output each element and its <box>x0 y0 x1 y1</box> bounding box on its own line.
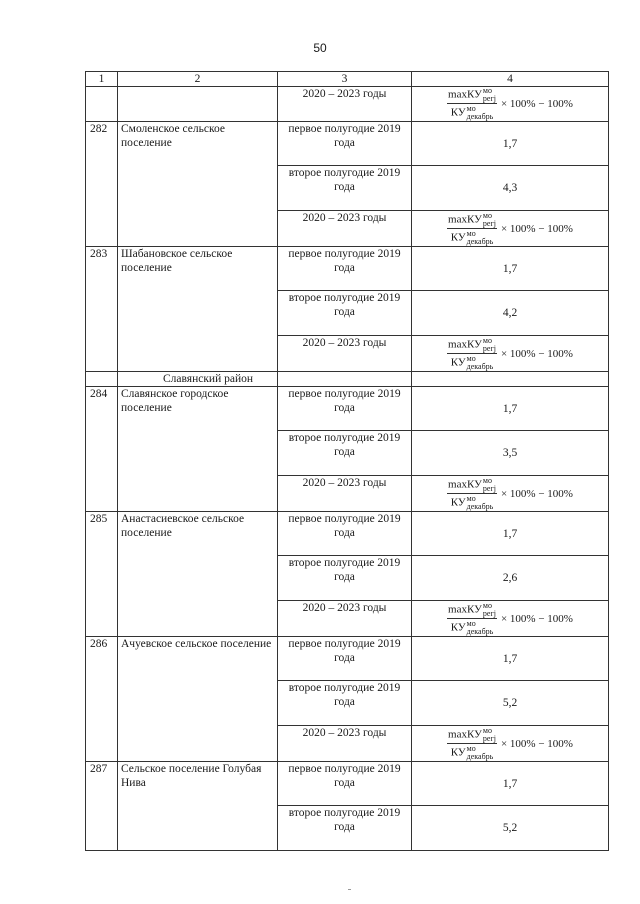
value-first-half: 1,7 <box>412 637 609 681</box>
period-first-half: первое полугодие 2019 года <box>278 122 412 166</box>
district-empty-3 <box>278 372 412 387</box>
period-second-half: второе полугодие 2019 года <box>278 291 412 336</box>
value-first-half: 1,7 <box>412 762 609 806</box>
table-row <box>86 387 609 431</box>
growth-formula <box>447 477 573 511</box>
table-row <box>86 512 609 556</box>
formula-fraction <box>447 337 497 371</box>
value-formula <box>412 476 609 512</box>
page-number: 50 <box>313 41 327 55</box>
district-row <box>86 372 609 387</box>
value-first-half: 1,7 <box>412 247 609 291</box>
formula-numerator: maxКУ мо регj <box>448 475 496 493</box>
formula-tail: × 100% − 100% <box>500 98 573 110</box>
value-second-half: 2,6 <box>412 556 609 601</box>
formula-fraction <box>447 727 497 761</box>
formula-tail: × 100% − 100% <box>500 222 573 235</box>
formula-denominator: КУ мо декабрь <box>450 493 494 511</box>
value-formula <box>412 726 609 762</box>
formula-denominator: КУ мо декабрь <box>450 618 494 636</box>
district-heading: Славянский район <box>118 372 278 387</box>
settlement-name: Ачуевское сельское поселение <box>118 637 278 762</box>
growth-formula <box>447 727 573 761</box>
period-second-half: второе полугодие 2019 года <box>278 806 412 851</box>
formula-fraction <box>447 477 497 511</box>
header-row <box>86 72 609 87</box>
formula-denominator: КУ мо декабрь <box>450 353 494 371</box>
settlement-name: Анастасиевское сельское поселение <box>118 512 278 637</box>
formula-numerator: maxКУ мо регj <box>448 210 496 228</box>
growth-formula <box>447 212 573 246</box>
value-first-half: 1,7 <box>412 122 609 166</box>
value-formula <box>412 601 609 637</box>
district-spacer <box>86 372 118 387</box>
formula-tail: × 100% − 100% <box>500 487 573 500</box>
period-second-half: второе полугодие 2019 года <box>278 166 412 211</box>
header-col-1: 1 <box>86 72 118 87</box>
header-col-2: 2 <box>118 72 278 87</box>
period-2020-2023: 2020 – 2023 годы <box>278 726 412 762</box>
value-second-half: 3,5 <box>412 431 609 476</box>
row-number: 282 <box>86 122 118 247</box>
period-second-half: второе полугодие 2019 года <box>278 431 412 476</box>
table-row <box>86 247 609 291</box>
formula-numerator: maxКУ мо регj <box>448 600 496 618</box>
value-second-half: 4,2 <box>412 291 609 336</box>
settlement-name: Славянское городское поселение <box>118 387 278 512</box>
tariff-table <box>85 71 609 851</box>
value-second-half: 5,2 <box>412 806 609 851</box>
row-number: 285 <box>86 512 118 637</box>
row-number: 284 <box>86 387 118 512</box>
formula-numerator: maxКУ мо регj <box>448 335 496 353</box>
district-empty-4 <box>412 372 609 387</box>
value-second-half: 5,2 <box>412 681 609 726</box>
formula-denominator: КУ мо декабрь <box>450 743 494 761</box>
settlement-name: Шабановское сельское поселение <box>118 247 278 372</box>
period-second-half: второе полугодие 2019 года <box>278 556 412 601</box>
settlement-name: Сельское поселение Голубая Нива <box>118 762 278 851</box>
row-number: 286 <box>86 637 118 762</box>
header-col-4: 4 <box>412 72 609 87</box>
period-first-half: первое полугодие 2019 года <box>278 387 412 431</box>
continuation-formula <box>412 87 609 122</box>
row-number: 287 <box>86 762 118 851</box>
scan-mark <box>348 889 351 890</box>
value-first-half: 1,7 <box>412 512 609 556</box>
formula-numerator: maxКУ мо регj <box>448 725 496 743</box>
period-first-half: первое полугодие 2019 года <box>278 762 412 806</box>
formula-denominator: КУ мо декабрь <box>450 228 494 246</box>
continuation-row <box>86 87 609 122</box>
growth-formula <box>447 337 573 371</box>
period-first-half: первое полугодие 2019 года <box>278 247 412 291</box>
period-2020-2023: 2020 – 2023 годы <box>278 601 412 637</box>
table-row <box>86 762 609 806</box>
header-col-3: 3 <box>278 72 412 87</box>
continuation-num <box>86 87 118 122</box>
growth-formula <box>447 87 573 121</box>
table-row <box>86 637 609 681</box>
formula-fraction <box>447 212 497 246</box>
settlement-name: Смоленское сельское поселение <box>118 122 278 247</box>
formula-fraction <box>447 87 497 121</box>
continuation-period: 2020 – 2023 годы <box>278 87 412 122</box>
period-2020-2023: 2020 – 2023 годы <box>278 336 412 372</box>
formula-numerator: maxКУ мо регj <box>448 86 496 103</box>
period-2020-2023: 2020 – 2023 годы <box>278 476 412 512</box>
period-first-half: первое полугодие 2019 года <box>278 512 412 556</box>
value-second-half: 4,3 <box>412 166 609 211</box>
row-number: 283 <box>86 247 118 372</box>
period-second-half: второе полугодие 2019 года <box>278 681 412 726</box>
period-2020-2023: 2020 – 2023 годы <box>278 211 412 247</box>
formula-tail: × 100% − 100% <box>500 347 573 360</box>
table-row <box>86 122 609 166</box>
formula-fraction <box>447 602 497 636</box>
formula-tail: × 100% − 100% <box>500 612 573 625</box>
value-formula <box>412 336 609 372</box>
continuation-name <box>118 87 278 122</box>
growth-formula <box>447 602 573 636</box>
value-first-half: 1,7 <box>412 387 609 431</box>
formula-denominator: КУ мо декабрь <box>450 104 494 121</box>
period-first-half: первое полугодие 2019 года <box>278 637 412 681</box>
formula-tail: × 100% − 100% <box>500 737 573 750</box>
value-formula <box>412 211 609 247</box>
